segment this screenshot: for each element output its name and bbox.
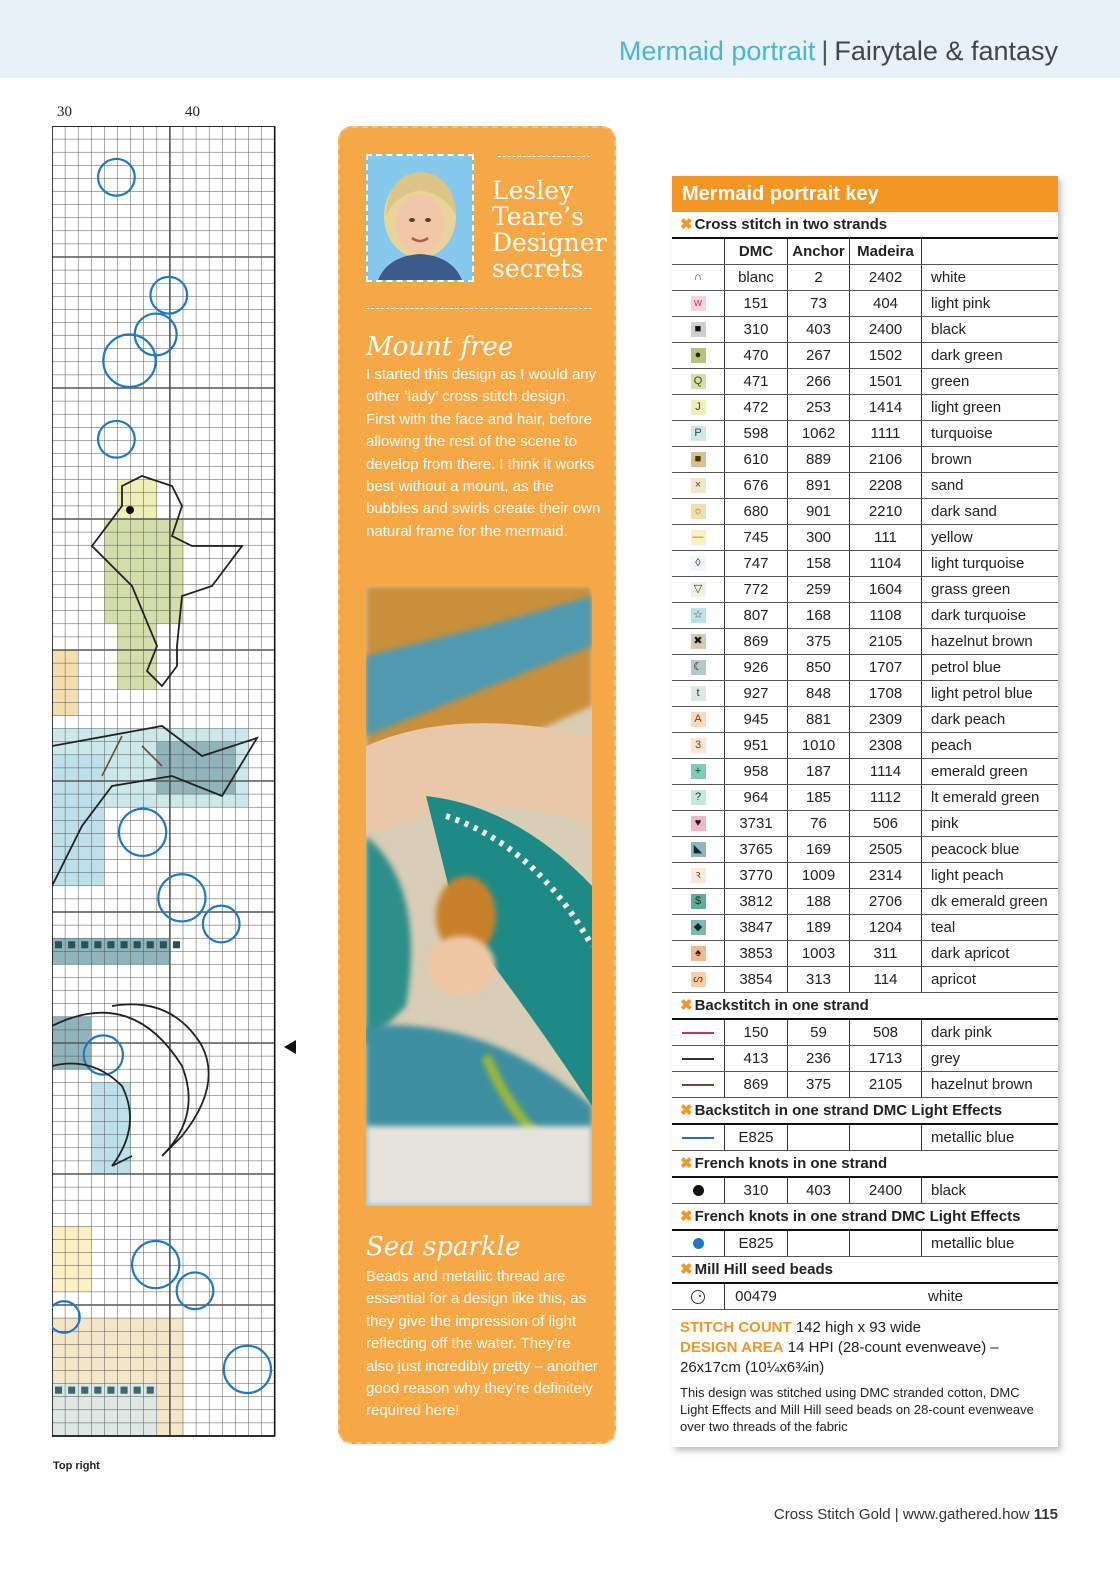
dmc-code: 150 (725, 1020, 788, 1045)
thread-name: brown (931, 451, 972, 468)
key-row (672, 941, 1058, 967)
thread-name: light green (931, 399, 1002, 416)
key-row (672, 733, 1058, 759)
anchor-code: 267 (788, 343, 850, 368)
dmc-code: 3731 (725, 811, 788, 836)
key-row (672, 1046, 1058, 1072)
thread-name: light turquoise (931, 555, 1025, 572)
anchor-code: 901 (788, 499, 850, 524)
thread-name: dark peach (931, 711, 1006, 728)
dmc-code: 951 (725, 733, 788, 758)
dmc-code: 470 (725, 343, 788, 368)
thread-name: lt emerald green (931, 789, 1040, 806)
dmc-code: 807 (725, 603, 788, 628)
madeira-code: 506 (850, 811, 922, 836)
thread-name: dark apricot (931, 945, 1010, 962)
key-row (672, 395, 1058, 421)
website: www.gathered.how (902, 1506, 1030, 1523)
anchor-code: 403 (788, 1178, 850, 1203)
cross-stitch-chart (52, 126, 284, 1444)
dmc-code: 471 (725, 369, 788, 394)
back-swatch-icon (672, 1125, 725, 1150)
madeira-code: 1112 (850, 785, 922, 810)
madeira-code: 1708 (850, 681, 922, 706)
key-row (672, 473, 1058, 499)
header-separator: | (821, 36, 829, 66)
cross-swatch-icon: J (672, 395, 725, 420)
key-row (672, 317, 1058, 343)
back-swatch-icon (672, 1072, 725, 1097)
dmc-code: 747 (725, 551, 788, 576)
thread-name: light petrol blue (931, 685, 1033, 702)
madeira-code: 2505 (850, 837, 922, 862)
cross-swatch-icon: ▽ (672, 577, 725, 602)
thread-name: dark sand (931, 503, 997, 520)
key-row (672, 1125, 1058, 1151)
key-column-headers (672, 239, 1058, 265)
madeira-code: 1111 (850, 421, 922, 446)
thread-name: green (931, 373, 970, 390)
madeira-code: 1108 (850, 603, 922, 628)
madeira-code: 2210 (850, 499, 922, 524)
dmc-code: E825 (725, 1231, 788, 1256)
dmc-code: E825 (725, 1125, 788, 1150)
madeira-code: 1502 (850, 343, 922, 368)
anchor-code: 313 (788, 967, 850, 992)
cross-icon: ✖ (680, 216, 693, 233)
fk-swatch-icon (672, 1178, 725, 1203)
anchor-code (788, 1125, 850, 1150)
anchor-code: 73 (788, 291, 850, 316)
key-row (672, 1231, 1058, 1257)
anchor-code: 59 (788, 1020, 850, 1045)
key-row (672, 1020, 1058, 1046)
madeira-code: 2400 (850, 317, 922, 342)
thread-name: apricot (931, 971, 977, 988)
madeira-code: 404 (850, 291, 922, 316)
col-dmc: DMC (725, 239, 788, 264)
dmc-code: 598 (725, 421, 788, 446)
dmc-code: 958 (725, 759, 788, 784)
madeira-code: 1707 (850, 655, 922, 680)
stitch-count-label: STITCH COUNT (680, 1319, 792, 1336)
anchor-code: 1062 (788, 421, 850, 446)
thread-name: teal (931, 919, 956, 936)
dmc-code: 926 (725, 655, 788, 680)
madeira-code: 2314 (850, 863, 922, 888)
anchor-code: 185 (788, 785, 850, 810)
anchor-code: 266 (788, 369, 850, 394)
thread-name: light pink (931, 295, 991, 312)
center-marker-icon (284, 1040, 296, 1054)
thread-name: pink (931, 815, 959, 832)
cross-swatch-icon: — (672, 525, 725, 550)
chart-grid (52, 126, 284, 1444)
cross-swatch-icon: P (672, 421, 725, 446)
dmc-code: 3770 (725, 863, 788, 888)
anchor-code: 189 (788, 915, 850, 940)
dmc-code: 927 (725, 681, 788, 706)
designer-name: Lesley Teare’s Designer secrets (492, 176, 607, 283)
key-section-heading: ✖ French knots in one strand DMC Light Effects (672, 1204, 1058, 1231)
madeira-code: 1414 (850, 395, 922, 420)
cross-swatch-icon: 3 (672, 733, 725, 758)
chart-caption: Top right (53, 1460, 100, 1472)
dmc-code: 964 (725, 785, 788, 810)
cross-swatch-icon: A (672, 707, 725, 732)
key-row (672, 291, 1058, 317)
thread-name: dark turquoise (931, 607, 1027, 624)
thread-name: dk emerald green (931, 893, 1048, 910)
anchor-code: 403 (788, 317, 850, 342)
key-row (672, 837, 1058, 863)
key-section-heading: ✖ Mill Hill seed beads (672, 1257, 1058, 1284)
dmc-code: 3847 (725, 915, 788, 940)
cross-swatch-icon: w (672, 291, 725, 316)
key-row (672, 655, 1058, 681)
anchor-code: 375 (788, 1072, 850, 1097)
fk-swatch-icon (672, 1231, 725, 1256)
anchor-code: 375 (788, 629, 850, 654)
cross-swatch-icon: ᔕ (672, 967, 725, 992)
thread-name: peach (931, 737, 972, 754)
key-row (672, 759, 1058, 785)
designer-secrets-panel (338, 126, 616, 1444)
cross-swatch-icon: Q (672, 369, 725, 394)
madeira-code: 111 (850, 525, 922, 550)
cross-swatch-icon: $ (672, 889, 725, 914)
thread-name: metallic blue (931, 1129, 1015, 1146)
cross-swatch-icon: ● (672, 343, 725, 368)
cross-swatch-icon: ☼ (672, 499, 725, 524)
dmc-code: 00479 (735, 1288, 777, 1305)
madeira-code (848, 1284, 919, 1309)
page-footer (774, 1506, 1058, 1523)
madeira-code: 508 (850, 1020, 922, 1045)
madeira-code: 114 (850, 967, 922, 992)
thread-name: dark green (931, 347, 1003, 364)
key-row (672, 967, 1058, 993)
dmc-code: 310 (725, 1178, 788, 1203)
key-row (672, 343, 1058, 369)
key-row (672, 1284, 1058, 1310)
dmc-code: 413 (725, 1046, 788, 1071)
anchor-code: 76 (788, 811, 850, 836)
designer-portrait (366, 154, 474, 282)
anchor-code: 881 (788, 707, 850, 732)
key-section-heading: ✖ Cross stitch in two strands (672, 212, 1058, 239)
cross-swatch-icon: ■ (672, 447, 725, 472)
key-row (672, 1072, 1058, 1098)
madeira-code: 2400 (850, 1178, 922, 1203)
tip-title: Sea sparkle (366, 1232, 521, 1262)
anchor-code: 158 (788, 551, 850, 576)
dmc-code: 676 (725, 473, 788, 498)
stitch-count: 142 high x 93 wide (795, 1319, 921, 1336)
category-title: Fairytale & fantasy (834, 36, 1058, 66)
key-row (672, 369, 1058, 395)
dmc-code: 869 (725, 1072, 788, 1097)
key-row (672, 811, 1058, 837)
cross-swatch-icon: + (672, 759, 725, 784)
col-anchor: Anchor (788, 239, 850, 264)
dmc-code: blanc (725, 265, 788, 290)
thread-name: sand (931, 477, 964, 494)
footer-separator: | (894, 1506, 899, 1523)
key-row (672, 681, 1058, 707)
key-row (672, 525, 1058, 551)
cross-swatch-icon: ☾ (672, 655, 725, 680)
decorative-divider (498, 156, 590, 157)
key-row (672, 447, 1058, 473)
key-row (672, 707, 1058, 733)
key-row (672, 577, 1058, 603)
madeira-code: 2105 (850, 629, 922, 654)
key-row (672, 421, 1058, 447)
decorative-divider (366, 308, 592, 309)
madeira-code (850, 1231, 922, 1256)
key-row (672, 889, 1058, 915)
tip-title: Mount free (366, 332, 514, 362)
madeira-code: 1604 (850, 577, 922, 602)
anchor-code: 1010 (788, 733, 850, 758)
dmc-code: 472 (725, 395, 788, 420)
tip-body: Beads and metallic thread are essential for a design like this, as they give the impression of light reflecting off the water. They’re also just incredibly pretty – another good reason why they’re definitely required here! (366, 1268, 598, 1420)
cross-swatch-icon: ♥ (672, 811, 725, 836)
thread-name: dark pink (931, 1024, 992, 1041)
col-madeira: Madeira (850, 239, 922, 264)
cross-swatch-icon: ☆ (672, 603, 725, 628)
thread-name: metallic blue (931, 1235, 1015, 1252)
thread-name: yellow (931, 529, 973, 546)
dmc-code: 3812 (725, 889, 788, 914)
anchor-code (788, 1231, 850, 1256)
dmc-code: 869 (725, 629, 788, 654)
thread-name: black (931, 1182, 967, 1199)
anchor-code: 253 (788, 395, 850, 420)
dmc-code: 745 (725, 525, 788, 550)
anchor-code: 300 (788, 525, 850, 550)
cross-swatch-icon: ✖ (672, 629, 725, 654)
madeira-code: 2208 (850, 473, 922, 498)
dmc-code: 610 (725, 447, 788, 472)
thread-key (672, 176, 1058, 1447)
cross-swatch-icon: ◆ (672, 915, 725, 940)
dmc-code: 3853 (725, 941, 788, 966)
madeira-code: 2106 (850, 447, 922, 472)
madeira-code: 2105 (850, 1072, 922, 1097)
anchor-code: 891 (788, 473, 850, 498)
thread-name: grey (931, 1050, 961, 1067)
dmc-code: 945 (725, 707, 788, 732)
page-header (619, 36, 1058, 67)
section-title: Mermaid portrait (618, 36, 816, 66)
cross-swatch-icon: ♠ (672, 941, 725, 966)
madeira-code: 311 (850, 941, 922, 966)
cross-swatch-icon: ꝛ (672, 863, 725, 888)
bead-swatch-icon (672, 1284, 725, 1309)
cross-swatch-icon: ∩ (672, 265, 725, 290)
madeira-code: 1501 (850, 369, 922, 394)
thread-name: turquoise (931, 425, 993, 442)
madeira-code: 2706 (850, 889, 922, 914)
madeira-code: 2309 (850, 707, 922, 732)
madeira-code: 1114 (850, 759, 922, 784)
dmc-code: 772 (725, 577, 788, 602)
key-row (672, 603, 1058, 629)
key-footer (672, 1310, 1058, 1447)
chart-col-number-40: 40 (185, 104, 200, 120)
madeira-code: 1713 (850, 1046, 922, 1071)
dmc-code: 310 (725, 317, 788, 342)
cross-swatch-icon: ◊ (672, 551, 725, 576)
key-section-heading: ✖ Backstitch in one strand DMC Light Effects (672, 1098, 1058, 1125)
key-row (672, 551, 1058, 577)
key-row (672, 915, 1058, 941)
thread-name: petrol blue (931, 659, 1002, 676)
madeira-code: 2308 (850, 733, 922, 758)
madeira-code: 1204 (850, 915, 922, 940)
chart-col-number-30: 30 (57, 104, 72, 120)
key-section-heading: ✖ Backstitch in one strand (672, 993, 1058, 1020)
page-number: 115 (1033, 1506, 1058, 1523)
key-row (672, 499, 1058, 525)
thread-name: white (928, 1288, 964, 1305)
anchor-code: 1009 (788, 863, 850, 888)
key-section-heading: ✖ French knots in one strand (672, 1151, 1058, 1178)
cross-swatch-icon: ◣ (672, 837, 725, 862)
key-row (672, 785, 1058, 811)
cross-swatch-icon: ? (672, 785, 725, 810)
back-swatch-icon (672, 1020, 725, 1045)
dmc-code: 680 (725, 499, 788, 524)
anchor-code: 168 (788, 603, 850, 628)
cross-swatch-icon: × (672, 473, 725, 498)
thread-name: peacock blue (931, 841, 1020, 858)
anchor-code: 169 (788, 837, 850, 862)
cross-swatch-icon: t (672, 681, 725, 706)
anchor-code: 1003 (788, 941, 850, 966)
anchor-code: 889 (788, 447, 850, 472)
tip-body: I started this design as I would any other ‘lady’ cross stitch design. First with the face and hair, before allowing the rest of the scene to develop from there. I think it works best without a mount, as the bubbles and swirls create their own natural frame for the mermaid. (366, 366, 601, 540)
design-area-label: DESIGN AREA (680, 1339, 784, 1356)
key-row (672, 265, 1058, 291)
key-row (672, 629, 1058, 655)
thread-name: white (931, 269, 967, 286)
anchor-code: 2 (788, 265, 850, 290)
key-note: This design was stitched using DMC stranded cotton, DMC Light Effects and Mill Hill seed beads on 28-count evenweave over two threads of the fabric (680, 1385, 1034, 1434)
dmc-code: 3854 (725, 967, 788, 992)
dmc-code: 3765 (725, 837, 788, 862)
anchor-code: 850 (788, 655, 850, 680)
cross-swatch-icon: ■ (672, 317, 725, 342)
thread-name: emerald green (931, 763, 1028, 780)
madeira-code: 2402 (850, 265, 922, 290)
anchor-code: 188 (788, 889, 850, 914)
key-row (672, 1178, 1058, 1204)
thread-name: light peach (931, 867, 1004, 884)
madeira-code (850, 1125, 922, 1150)
design-area: 14 HPI (28-count evenweave) – 26x17cm (10¼x6¾in) (680, 1339, 999, 1376)
magazine-name: Cross Stitch Gold (773, 1506, 891, 1523)
thread-name: hazelnut brown (931, 633, 1033, 650)
key-title: Mermaid portrait key (672, 176, 1058, 212)
dmc-code: 151 (725, 291, 788, 316)
anchor-code: 187 (788, 759, 850, 784)
back-swatch-icon (672, 1046, 725, 1071)
madeira-code: 1104 (850, 551, 922, 576)
anchor-code: 259 (788, 577, 850, 602)
anchor-code: 848 (788, 681, 850, 706)
thread-name: hazelnut brown (931, 1076, 1033, 1093)
stitched-detail-photo (366, 586, 592, 1206)
anchor-code: 236 (788, 1046, 850, 1071)
thread-name: grass green (931, 581, 1011, 598)
anchor-code (787, 1284, 848, 1309)
key-row (672, 863, 1058, 889)
thread-name: black (931, 321, 967, 338)
